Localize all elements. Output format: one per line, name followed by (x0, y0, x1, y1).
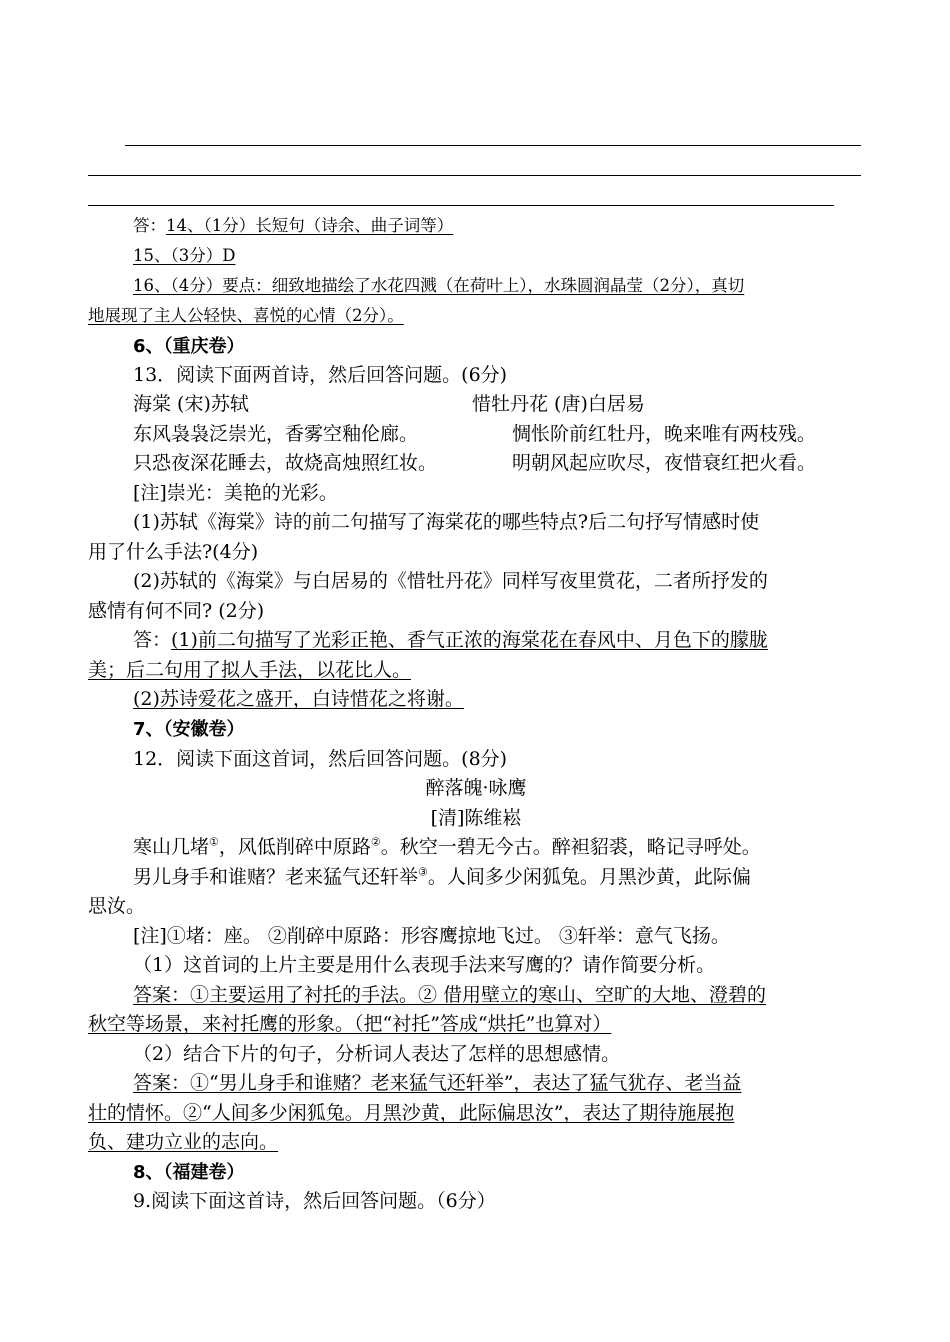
answer-blank-line (88, 175, 861, 176)
answer-13-1-line1: 答：(1)前二句描写了光彩正艳、香气正浓的海棠花在春风中、月色下的朦胧 (133, 629, 768, 651)
ci-stanza-2-line2: 思汝。 (88, 895, 146, 917)
poem-note: [注]崇光：美艳的光彩。 (133, 482, 338, 504)
poem-row-titles (88, 390, 909, 419)
section-heading-fujian: 8、（福建卷） (133, 1162, 245, 1183)
ci-note: [注]①堵：座。 ②削碎中原路：形容鹰掠地飞过。 ③轩举：意气飞扬。 (133, 925, 730, 947)
ci-author: [清]陈维崧 (430, 807, 522, 829)
ci-stanza-2-line1: 男儿身手和谁赌？老来猛气还轩举③。人间多少闲狐兔。月黑沙黄，此际偏 (133, 865, 751, 888)
answer-15: 15、（3分）D (133, 246, 236, 265)
ci-stanza-1: 寒山几堵①，风低削碎中原路②。秋空一碧无今古。醉袒貂裘，略记寻呼处。 (133, 835, 761, 858)
question-12-1: （1）这首词的上片主要是用什么表现手法来写鹰的？请作简要分析。 (133, 954, 716, 976)
answer-16-line2: 地展现了主人公轻快、喜悦的心情（2分）。 (88, 306, 404, 325)
question-13-1-line2: 用了什么手法?(4分) (88, 541, 259, 563)
answer-12-1-line2: 秋空等场景，来衬托鹰的形象。（把“衬托”答成“烘托”也算对） (88, 1013, 612, 1035)
question-9: 9.阅读下面这首诗，然后回答问题。（6分） (133, 1190, 496, 1212)
answer-12-1-line1: 答案：①主要运用了衬托的手法。② 借用壁立的寒山、空旷的大地、澄碧的 (133, 984, 767, 1006)
poem-title-haitang: 海棠 (宋)苏轼 (133, 393, 249, 415)
question-13-2-line2: 感情有何不同? (2分) (88, 600, 265, 622)
question-13-1-line1: (1)苏轼《海棠》诗的前二句描写了海棠花的哪些特点?后二句抒写情感时使 (133, 511, 760, 533)
poem-title-mudan: 惜牡丹花 (唐)白居易 (472, 393, 645, 415)
question-12-2: （2）结合下片的句子，分析词人表达了怎样的思想感情。 (133, 1043, 621, 1065)
ci-title: 醉落魄·咏鹰 (425, 777, 527, 799)
answer-16-line1: 16、（4分）要点：细致地描绘了水花四溅（在荷叶上），水珠圆润晶莹（2分），真切 (133, 276, 745, 295)
answer-blank-line (88, 205, 834, 206)
section-heading-anhui: 7、（安徽卷） (133, 719, 245, 740)
answer-blank-line (125, 145, 861, 146)
poem-row-1: 东风袅袅泛崇光，香雾空釉伦廊。 惆怅阶前红牡丹，晚来唯有两枝残。 (133, 423, 817, 445)
question-13-2-line1: (2)苏轼的《海棠》与白居易的《惜牡丹花》同样写夜里赏花，二者所抒发的 (133, 570, 768, 592)
question-13: 13．阅读下面两首诗，然后回答问题。(6分) (133, 364, 508, 386)
answer-12-2-line2: 壮的情怀。②“人间多少闲狐兔。月黑沙黄，此际偏思汝”，表达了期待施展抱 (88, 1102, 735, 1124)
answer-13-2: (2)苏诗爱花之盛开，白诗惜花之将谢。 (133, 688, 464, 710)
answer-14: 答：14、（1分）长短句（诗余、曲子词等） (133, 216, 454, 235)
answer-12-2-line3: 负、建功立业的志向。 (88, 1131, 279, 1153)
answer-13-1-line2: 美；后二句用了拟人手法，以花比人。 (88, 659, 412, 681)
poem-row-2: 只恐夜深花睡去，故烧高烛照红妆。 明朝风起应吹尽，夜惜衰红把火看。 (133, 452, 817, 474)
section-heading-chongqing: 6、（重庆卷） (133, 336, 245, 357)
answer-12-2-line1: 答案：①“男儿身手和谁赌？老来猛气还轩举”，表达了猛气犹存、老当益 (133, 1072, 742, 1094)
question-12: 12．阅读下面这首词，然后回答问题。(8分) (133, 748, 508, 770)
